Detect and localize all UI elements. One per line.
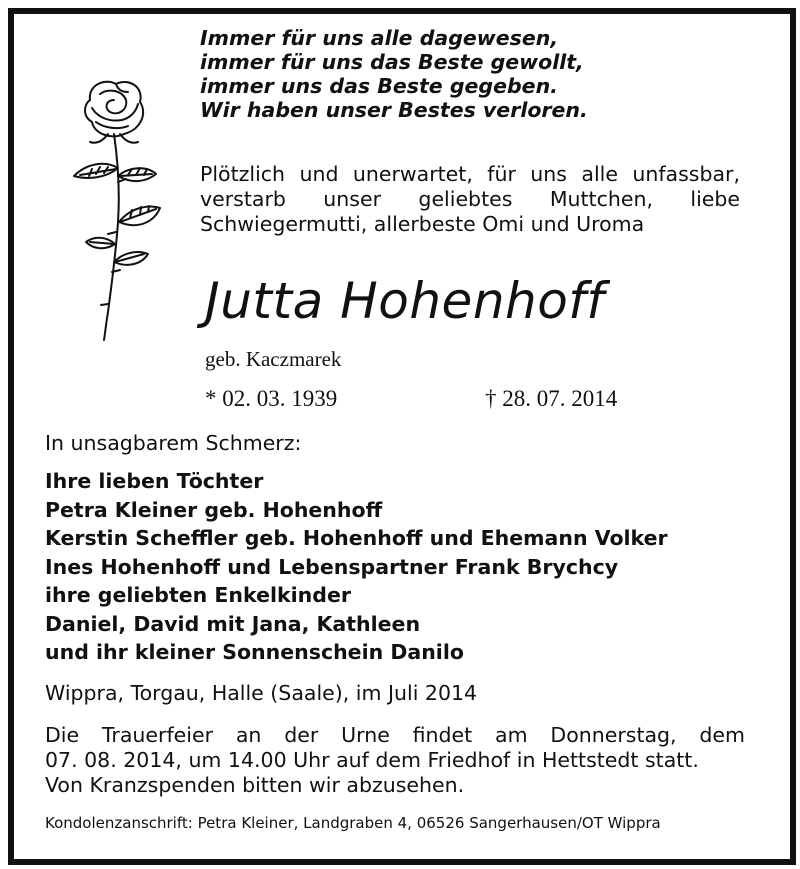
rose-icon xyxy=(52,72,172,352)
family-list xyxy=(45,467,668,667)
condolence-address: Kondolenzanschrift: Petra Kleiner, Landgraben 4, 06526 Sangerhausen/OT Wippra xyxy=(45,814,661,832)
intro-line: verstarb unser geliebtes Muttchen, liebe xyxy=(200,187,740,211)
family-line: Petra Kleiner geb. Hohenhoff xyxy=(45,497,383,522)
family-line: Kerstin Scheffler geb. Hohenhoff und Ehemann Volker xyxy=(45,526,668,550)
poem-line: Immer für uns alle dagewesen, xyxy=(200,26,559,50)
family-line: Ihre lieben Töchter xyxy=(45,469,264,493)
intro-text xyxy=(200,162,740,237)
family-line: ihre geliebten Enkelkinder xyxy=(45,583,351,607)
poem-line: Wir haben unser Bestes verloren. xyxy=(200,98,588,122)
deceased-name: Jutta Hohenhoff xyxy=(205,272,605,330)
family-line: und ihr kleiner Sonnenschein Danilo xyxy=(45,640,464,664)
death-date: † 28. 07. 2014 xyxy=(485,386,618,411)
service-line: Die Trauerfeier an der Urne findet am Donnerstag, dem xyxy=(45,723,745,747)
birth-name: geb. Kaczmarek xyxy=(205,347,342,371)
service-line: Von Kranzspenden bitten wir abzusehen. xyxy=(45,773,465,797)
poem xyxy=(200,26,588,122)
funeral-service-info xyxy=(45,723,745,798)
birth-date: * 02. 03. 1939 xyxy=(205,386,338,411)
intro-line: Plötzlich und unerwartet, für uns alle unfassbar, xyxy=(200,162,740,186)
service-line: 07. 08. 2014, um 14.00 Uhr auf dem Friedhof in Hettstedt statt. xyxy=(45,748,699,772)
place-date: Wippra, Torgau, Halle (Saale), im Juli 2014 xyxy=(45,681,478,705)
grief-line: In unsagbarem Schmerz: xyxy=(45,431,302,455)
family-line: Ines Hohenhoff und Lebenspartner Frank Brychcy xyxy=(45,554,619,579)
family-line: Daniel, David mit Jana, Kathleen xyxy=(45,611,421,636)
poem-line: immer uns das Beste gegeben. xyxy=(200,74,558,98)
intro-line: Schwiegermutti, allerbeste Omi und Uroma xyxy=(200,212,645,236)
poem-line: immer für uns das Beste gewollt, xyxy=(200,50,584,74)
